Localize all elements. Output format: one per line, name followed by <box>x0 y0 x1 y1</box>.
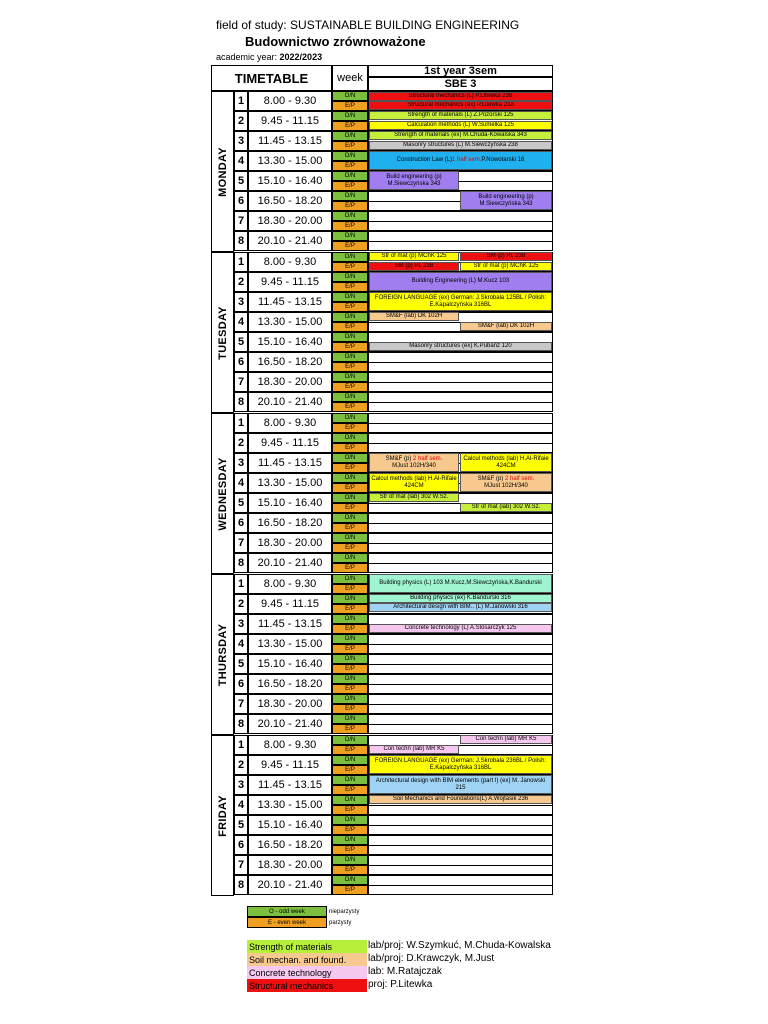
event-str-of-mat-project-even[interactable]: Str of mat (p) MChK 125 <box>460 262 552 271</box>
week-even-code: E/P <box>332 382 368 392</box>
event-smf-lab-odd[interactable]: SM&F (lab) DK 102H <box>369 312 459 321</box>
event-structural-mechanics-lecture[interactable]: Structural mechanics (L) P.Litewka 238 <box>369 92 552 101</box>
event-smf-project-wed-slot4[interactable] <box>460 473 552 492</box>
slot-time: 8.00 - 9.30 <box>248 91 332 111</box>
week-even-code: E/P <box>332 785 368 795</box>
week-odd-code: O/N <box>332 332 368 342</box>
week-odd-code: O/N <box>332 211 368 221</box>
slot-number: 4 <box>234 795 248 815</box>
slot-number: 2 <box>234 594 248 614</box>
week-even-code: E/P <box>332 241 368 251</box>
week-divider <box>368 423 553 424</box>
week-even-code: E/P <box>332 443 368 453</box>
week-odd-code: O/N <box>332 392 368 402</box>
slot-number: 2 <box>234 433 248 453</box>
slot-time: 18.30 - 20.00 <box>248 694 332 714</box>
slot-time: 20.10 - 21.40 <box>248 231 332 251</box>
slot-number: 4 <box>234 312 248 332</box>
week-even-code: E/P <box>332 141 368 151</box>
slot-time: 11.45 - 13.15 <box>248 453 332 473</box>
slot-time: 16.50 - 18.20 <box>248 513 332 533</box>
slot-number: 1 <box>234 252 248 272</box>
event-smf-project-note: 2 half sem. <box>412 456 443 462</box>
event-calcul-methods-lab-slot4[interactable]: Calcul methods (lab) H.Al-Rifaie 424CM <box>369 473 459 492</box>
week-divider <box>368 523 553 524</box>
event-smf-project-note-2: 2 half sem. <box>504 476 535 482</box>
week-divider <box>368 382 553 383</box>
event-sm-project-odd[interactable]: SM (p) PL 238 <box>460 252 552 261</box>
event-calcul-methods-lab-slot3[interactable]: Calcul methods (lab) H.Al-Rifaie 424CM <box>460 453 552 472</box>
week-odd-code: O/N <box>332 171 368 181</box>
slot-time: 15.10 - 16.40 <box>248 332 332 352</box>
event-construction-law-title: Construction Law (L) <box>396 157 453 163</box>
slot-number: 4 <box>234 634 248 654</box>
week-odd-code: O/N <box>332 433 368 443</box>
academic-year-value: 2022/2023 <box>279 52 323 62</box>
slot-number: 8 <box>234 553 248 573</box>
event-build-engineering-project-even[interactable]: Build engineering (p) M.Siewczyńska 343 <box>460 191 552 210</box>
slot-number: 1 <box>234 735 248 755</box>
event-masonry-structures-exercise[interactable]: Masonry structures (ex) K.Pubanz 120 <box>369 342 552 351</box>
week-odd-code: O/N <box>332 252 368 262</box>
slot-time: 9.45 - 11.15 <box>248 594 332 614</box>
legend-subject-swatch: Strength of materials <box>247 940 367 953</box>
slot-number: 7 <box>234 533 248 553</box>
academic-year-label: academic year: <box>216 52 280 62</box>
day-label-friday <box>211 735 234 896</box>
week-divider <box>368 644 553 645</box>
day-name: WEDNESDAY <box>216 456 229 531</box>
slot-time: 20.10 - 21.40 <box>248 553 332 573</box>
week-even-code: E/P <box>332 624 368 634</box>
week-even-code: E/P <box>332 684 368 694</box>
week-odd-code: O/N <box>332 91 368 101</box>
week-divider <box>368 865 553 866</box>
day-label-monday <box>211 91 234 252</box>
week-even-code: E/P <box>332 463 368 473</box>
slot-number: 3 <box>234 614 248 634</box>
legend-subject-swatch: Soil mechan. and found. <box>247 953 367 966</box>
slot-time: 15.10 - 16.40 <box>248 654 332 674</box>
event-structural-mechanics-exercise[interactable]: Structural mechanics (ex) P.Litewka 238 <box>369 101 552 110</box>
slot-time: 8.00 - 9.30 <box>248 735 332 755</box>
field-of-study: field of study: SUSTAINABLE BUILDING ENGINEERING <box>216 18 520 32</box>
slot-number: 3 <box>234 775 248 795</box>
day-name: TUESDAY <box>216 305 229 360</box>
slot-number: 1 <box>234 413 248 433</box>
slot-time: 13.30 - 15.00 <box>248 795 332 815</box>
event-strength-of-materials-exercise[interactable]: Strength of materials (ex) M.Chuda-Kowalska 343 <box>369 131 552 140</box>
legend-odd-week: O - odd week <box>247 906 327 917</box>
week-heading: week <box>332 65 368 91</box>
week-even-code: E/P <box>332 604 368 614</box>
slot-time: 13.30 - 15.00 <box>248 312 332 332</box>
week-even-code: E/P <box>332 221 368 231</box>
week-odd-code: O/N <box>332 735 368 745</box>
week-even-code: E/P <box>332 201 368 211</box>
week-divider <box>368 362 553 363</box>
week-divider <box>368 724 553 725</box>
week-odd-code: O/N <box>332 775 368 785</box>
week-divider <box>368 845 553 846</box>
slot-number: 5 <box>234 493 248 513</box>
legend-odd-note: nieparzysty <box>329 909 360 915</box>
event-smf-project-title-2: SM&F (p) <box>477 476 505 482</box>
week-odd-code: O/N <box>332 513 368 523</box>
slot-number: 7 <box>234 855 248 875</box>
week-even-code: E/P <box>332 724 368 734</box>
week-even-code: E/P <box>332 745 368 755</box>
week-odd-code: O/N <box>332 574 368 584</box>
week-odd-code: O/N <box>332 855 368 865</box>
week-even-code: E/P <box>332 101 368 111</box>
event-construction-law-note: 1 half sem. <box>452 157 482 163</box>
day-name: THURSDAY <box>216 623 229 686</box>
week-even-code: E/P <box>332 543 368 553</box>
slot-time: 15.10 - 16.40 <box>248 815 332 835</box>
timetable-heading: TIMETABLE <box>211 65 332 91</box>
legend-subject-staff: lab: M.Ratajczak <box>368 966 442 977</box>
week-odd-code: O/N <box>332 835 368 845</box>
slot-time: 11.45 - 13.15 <box>248 131 332 151</box>
event-str-of-mat-project-odd[interactable]: Str of mat (p) MChK 125 <box>369 252 459 261</box>
week-even-code: E/P <box>332 483 368 493</box>
slot-number: 7 <box>234 211 248 231</box>
legend-subject-swatch: Structural mechanics <box>247 979 367 992</box>
event-smf-project-title: SM&F (p) <box>385 456 413 462</box>
page-title: Budownictwo zrównoważone <box>245 34 426 49</box>
slot-number: 8 <box>234 875 248 895</box>
slot-number: 1 <box>234 91 248 111</box>
slot-time: 16.50 - 18.20 <box>248 674 332 694</box>
legend-even-note: parzysty <box>329 920 352 926</box>
week-even-code: E/P <box>332 523 368 533</box>
day-label-wednesday <box>211 413 234 574</box>
week-odd-code: O/N <box>332 594 368 604</box>
week-odd-code: O/N <box>332 292 368 302</box>
legend-even-week: E - even week <box>247 917 327 928</box>
week-even-code: E/P <box>332 885 368 895</box>
slot-number: 5 <box>234 171 248 191</box>
slot-time: 11.45 - 13.15 <box>248 292 332 312</box>
event-strength-of-materials-lecture[interactable]: Strength of materials (L) Z.Pozorski 125 <box>369 111 552 120</box>
slot-time: 18.30 - 20.00 <box>248 211 332 231</box>
week-odd-code: O/N <box>332 875 368 885</box>
day-label-tuesday <box>211 252 234 413</box>
slot-number: 7 <box>234 694 248 714</box>
week-even-code: E/P <box>332 644 368 654</box>
event-str-of-mat-lab-even[interactable]: Str of mat (lab) 302 W.Sz. <box>460 503 552 512</box>
slot-time: 20.10 - 21.40 <box>248 875 332 895</box>
event-construction-law-lecture[interactable] <box>369 151 552 170</box>
week-odd-code: O/N <box>332 553 368 563</box>
legend-subject-swatch: Concrete technology <box>247 966 367 979</box>
slot-number: 2 <box>234 755 248 775</box>
week-odd-code: O/N <box>332 473 368 483</box>
legend-subject-staff: lab/proj: D.Krawczyk, M.Just <box>368 953 495 964</box>
slot-time: 15.10 - 16.40 <box>248 171 332 191</box>
event-architectural-design-exercise[interactable]: Architectural design with BIM elements (part I) (ex) M. Janowski 215 <box>369 775 552 794</box>
slot-time: 9.45 - 11.15 <box>248 272 332 292</box>
event-soil-mechanics-lecture[interactable]: Soil Mechanics and Foundations(L) A.Wojtasik 236 <box>369 795 552 804</box>
event-foreign-language-friday[interactable]: FOREIGN LANGUAGE (ex) German: J.Skrobala 236BL / Polish: E.Kapalczyńska 316BL <box>369 755 552 774</box>
week-odd-code: O/N <box>332 231 368 241</box>
week-divider <box>368 543 553 544</box>
slot-time: 11.45 - 13.15 <box>248 614 332 634</box>
week-even-code: E/P <box>332 845 368 855</box>
event-build-engineering-project-odd[interactable]: Build engineering (p) M.Siewczyńska 343 <box>369 171 459 190</box>
event-smf-lab-even[interactable]: SM&F (lab) DK 102H <box>460 322 552 331</box>
slot-number: 6 <box>234 513 248 533</box>
slot-number: 4 <box>234 473 248 493</box>
week-odd-code: O/N <box>332 795 368 805</box>
slot-number: 6 <box>234 835 248 855</box>
week-even-code: E/P <box>332 282 368 292</box>
week-divider <box>368 885 553 886</box>
slot-number: 1 <box>234 574 248 594</box>
week-odd-code: O/N <box>332 352 368 362</box>
day-name: MONDAY <box>216 146 229 197</box>
slot-time: 13.30 - 15.00 <box>248 151 332 171</box>
event-masonry-structures-lecture[interactable]: Masonry structures (L) M.Siewczyńska 238 <box>369 141 552 150</box>
slot-number: 8 <box>234 231 248 251</box>
week-odd-code: O/N <box>332 493 368 503</box>
week-odd-code: O/N <box>332 634 368 644</box>
slot-time: 13.30 - 15.00 <box>248 473 332 493</box>
week-odd-code: O/N <box>332 694 368 704</box>
slot-number: 6 <box>234 352 248 372</box>
week-odd-code: O/N <box>332 111 368 121</box>
week-even-code: E/P <box>332 825 368 835</box>
week-divider <box>368 684 553 685</box>
week-odd-code: O/N <box>332 815 368 825</box>
event-smf-project-wed-slot3[interactable] <box>369 453 459 472</box>
week-odd-code: O/N <box>332 272 368 282</box>
slot-number: 8 <box>234 392 248 412</box>
week-divider <box>368 443 553 444</box>
week-odd-code: O/N <box>332 674 368 684</box>
week-even-code: E/P <box>332 322 368 332</box>
week-divider <box>368 221 553 222</box>
event-building-engineering-lecture[interactable]: Building Engineering (L) M.Kucz 103 <box>369 272 552 291</box>
week-even-code: E/P <box>332 181 368 191</box>
day-label-thursday <box>211 574 234 735</box>
week-odd-code: O/N <box>332 151 368 161</box>
week-even-code: E/P <box>332 262 368 272</box>
week-even-code: E/P <box>332 121 368 131</box>
slot-time: 18.30 - 20.00 <box>248 533 332 553</box>
week-even-code: E/P <box>332 423 368 433</box>
slot-number: 5 <box>234 332 248 352</box>
academic-year <box>216 52 322 62</box>
slot-number: 3 <box>234 131 248 151</box>
week-divider <box>368 402 553 403</box>
week-even-code: E/P <box>332 664 368 674</box>
slot-time: 15.10 - 16.40 <box>248 493 332 513</box>
week-odd-code: O/N <box>332 453 368 463</box>
day-name: FRIDAY <box>216 794 229 837</box>
week-odd-code: O/N <box>332 372 368 382</box>
slot-time: 8.00 - 9.30 <box>248 574 332 594</box>
slot-number: 7 <box>234 372 248 392</box>
event-concrete-technology-lecture[interactable]: Concrete technology (L) A.Ślosarczyk 125 <box>369 624 552 633</box>
slot-time: 16.50 - 18.20 <box>248 835 332 855</box>
week-odd-code: O/N <box>332 755 368 765</box>
event-construction-law-room: P.Nowotarski 16 <box>481 157 525 163</box>
week-odd-code: O/N <box>332 131 368 141</box>
week-divider <box>368 825 553 826</box>
week-divider <box>368 241 553 242</box>
week-even-code: E/P <box>332 865 368 875</box>
week-odd-code: O/N <box>332 312 368 322</box>
slot-number: 2 <box>234 272 248 292</box>
event-con-techn-lab-even[interactable]: Con techn (lab) MR K5 <box>369 745 459 754</box>
week-even-code: E/P <box>332 161 368 171</box>
slot-number: 6 <box>234 191 248 211</box>
week-divider <box>368 704 553 705</box>
legend-subject-staff: proj: P.Litewka <box>368 979 433 990</box>
slot-number: 8 <box>234 714 248 734</box>
week-divider <box>368 563 553 564</box>
slot-time: 18.30 - 20.00 <box>248 855 332 875</box>
slot-time: 16.50 - 18.20 <box>248 352 332 372</box>
slot-number: 5 <box>234 654 248 674</box>
event-con-techn-lab-odd[interactable]: Con techn (lab) MR K5 <box>460 735 552 744</box>
slot-time: 9.45 - 11.15 <box>248 111 332 131</box>
event-building-physics-exercise[interactable]: Building physics (ex) K.Bandurski 316 <box>369 594 552 603</box>
event-smf-project-room-2: MJust 102H/340 <box>484 483 528 489</box>
event-building-physics-lecture[interactable]: Building physics (L) 103 M.Kucz,M.Siewczyńska,K.Bandurski <box>369 574 552 593</box>
slot-time: 20.10 - 21.40 <box>248 392 332 412</box>
slot-time: 9.45 - 11.15 <box>248 755 332 775</box>
slot-number: 3 <box>234 453 248 473</box>
week-odd-code: O/N <box>332 533 368 543</box>
slot-time: 8.00 - 9.30 <box>248 252 332 272</box>
week-odd-code: O/N <box>332 714 368 724</box>
week-even-code: E/P <box>332 805 368 815</box>
slot-number: 2 <box>234 111 248 131</box>
week-divider <box>368 805 553 806</box>
week-even-code: E/P <box>332 342 368 352</box>
week-odd-code: O/N <box>332 191 368 201</box>
slot-time: 13.30 - 15.00 <box>248 634 332 654</box>
week-even-code: E/P <box>332 765 368 775</box>
slot-time: 9.45 - 11.15 <box>248 433 332 453</box>
week-even-code: E/P <box>332 563 368 573</box>
slot-time: 8.00 - 9.30 <box>248 413 332 433</box>
legend-subject-staff: lab/proj: W.Szymkuć, M.Chuda-Kowalska <box>368 940 551 951</box>
slot-time: 16.50 - 18.20 <box>248 191 332 211</box>
slot-time: 18.30 - 20.00 <box>248 372 332 392</box>
slot-number: 5 <box>234 815 248 835</box>
year-heading: 1st year 3sem <box>368 65 553 77</box>
slot-number: 6 <box>234 674 248 694</box>
event-sm-project-even[interactable]: SM (p) PL 238 <box>369 262 459 271</box>
week-even-code: E/P <box>332 503 368 513</box>
slot-number: 3 <box>234 292 248 312</box>
event-architectural-design-lecture[interactable]: Architectural design with BIM.. (L) M.Janowski 316 <box>369 603 552 612</box>
week-even-code: E/P <box>332 584 368 594</box>
week-even-code: E/P <box>332 302 368 312</box>
slot-number: 4 <box>234 151 248 171</box>
week-odd-code: O/N <box>332 614 368 624</box>
event-calculation-methods-lecture[interactable]: Calculation methods (L) W.Sumelka 125 <box>369 121 552 130</box>
week-even-code: E/P <box>332 362 368 372</box>
slot-time: 20.10 - 21.40 <box>248 714 332 734</box>
week-even-code: E/P <box>332 402 368 412</box>
week-even-code: E/P <box>332 704 368 714</box>
week-odd-code: O/N <box>332 654 368 664</box>
week-divider <box>368 664 553 665</box>
week-odd-code: O/N <box>332 413 368 423</box>
event-foreign-language-tuesday[interactable]: FOREIGN LANGUAGE (ex) German: J.Skrobala 125BL / Polish: E.Kapalczyńska 316BL <box>369 292 552 311</box>
event-smf-project-room: MJust 102H/340 <box>392 463 436 469</box>
slot-time: 11.45 - 13.15 <box>248 775 332 795</box>
event-str-of-mat-lab-odd[interactable]: Str of mat (lab) 302 W.Sz. <box>369 493 459 502</box>
group-heading: SBE 3 <box>368 77 553 91</box>
